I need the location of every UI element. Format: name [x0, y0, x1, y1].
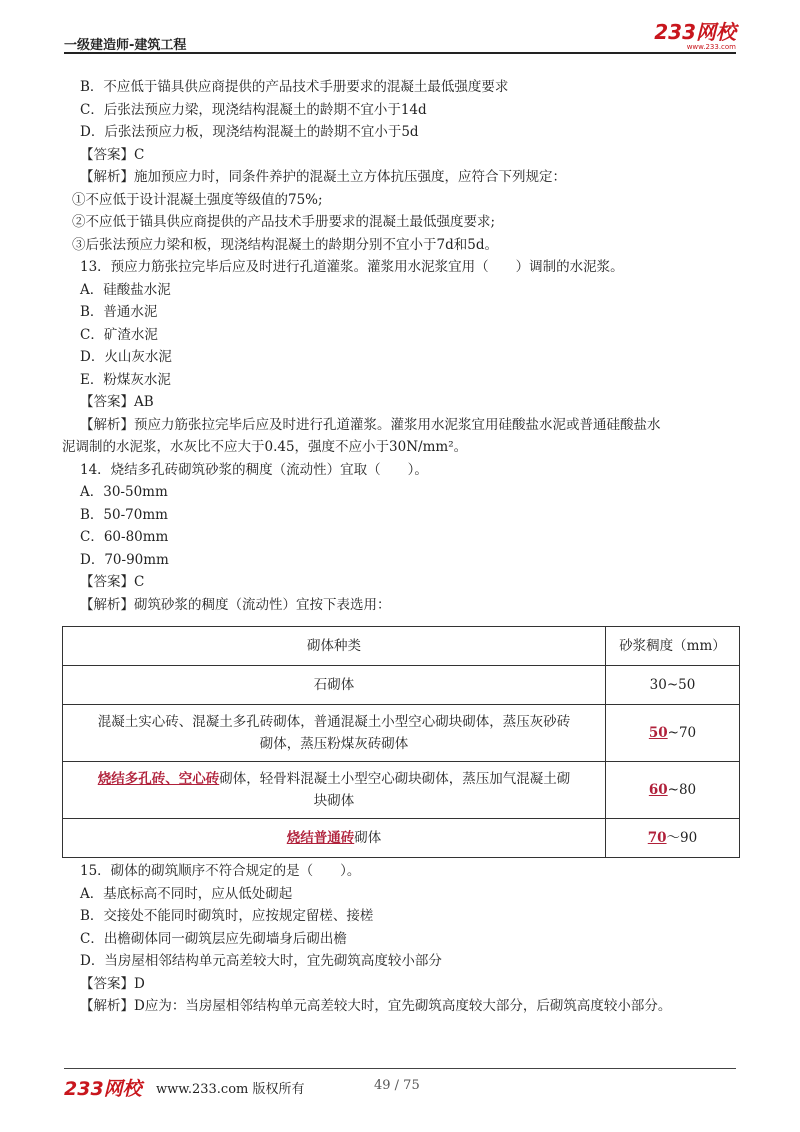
option-line: B．普通水泥	[80, 304, 158, 320]
cell-text: ~80	[667, 782, 697, 798]
footer-divider	[64, 1068, 736, 1069]
cell-text: 混凝土实心砖、混凝土多孔砖砌体，普通混凝土小型空心砌块砌体，蒸压灰砂砖	[97, 714, 571, 730]
page-number: 49 / 75	[374, 1078, 420, 1093]
table-cell	[606, 762, 740, 819]
option-line: C．60-80mm	[80, 529, 169, 545]
table-header-cell: 砌体种类	[63, 627, 606, 666]
text-line: D．后张法预应力板，现浇结构混凝土的龄期不宜小于5d	[80, 124, 419, 140]
highlight-value: 70	[647, 830, 667, 846]
option-line: B．50-70mm	[80, 506, 168, 523]
option-line: D．当房屋相邻结构单元高差较大时，宜先砌筑高度较小部分	[80, 953, 442, 969]
highlight-text: 烧结普通砖	[286, 830, 355, 846]
analysis-line: 泥调制的水泥浆，水灰比不应大于0.45，强度不应小于30N/mm²。	[62, 439, 468, 455]
analysis-line: 【解析】D应为：当房屋相邻结构单元高差较大时，宜先砌筑高度较大部分，后砌筑高度较小部分。	[80, 998, 672, 1014]
highlight-text: 烧结多孔砖、空心砖	[97, 771, 220, 787]
text-line: C．后张法预应力梁，现浇结构混凝土的龄期不宜小于14d	[80, 101, 427, 118]
highlight-value: 60	[648, 782, 668, 798]
option-line: A．硅酸盐水泥	[80, 281, 171, 298]
question-15: 15．砌体的砌筑顺序不符合规定的是（ ）。	[80, 863, 361, 879]
text-line: ①不应低于设计混凝土强度等级值的75%;	[72, 191, 323, 208]
cell-text: ～90	[666, 830, 698, 846]
table-row	[63, 705, 740, 762]
option-line: D．70-90mm	[80, 551, 169, 568]
mortar-consistency-table	[62, 626, 740, 858]
cell-text: 块砌体	[313, 793, 355, 809]
table-cell	[606, 705, 740, 762]
option-line: D．火山灰水泥	[80, 349, 172, 365]
text-line: ③后张法预应力梁和板，现浇结构混凝土的龄期分别不宜小于7d和5d。	[72, 236, 498, 253]
table-row	[63, 762, 740, 819]
cell-text: 砌体	[354, 830, 382, 846]
option-line: E．粉煤灰水泥	[80, 371, 171, 388]
answer-line: 【答案】C	[80, 574, 145, 590]
table-header-cell: 砂浆稠度（mm）	[606, 627, 740, 666]
text-line: ②不应低于锚具供应商提供的产品技术手册要求的混凝土最低强度要求;	[72, 214, 496, 230]
option-line: A．30-50mm	[80, 484, 168, 500]
table-cell	[63, 705, 606, 762]
question-13: 13．预应力筋张拉完毕后应及时进行孔道灌浆。灌浆用水泥浆宜用（ ）调制的水泥浆。	[80, 259, 624, 275]
copyright-text: www.233.com 版权所有	[156, 1082, 305, 1097]
table-cell: 石砌体	[63, 666, 606, 705]
table-cell	[63, 819, 606, 858]
analysis-line: 【解析】预应力筋张拉完毕后应及时进行孔道灌浆。灌浆用水泥浆宜用硅酸盐水泥或普通硅酸盐水	[80, 416, 661, 433]
footer-logo: 233网校	[64, 1078, 142, 1100]
document-body	[62, 76, 740, 616]
table-cell	[63, 762, 606, 819]
analysis-line: 【解析】施加预应力时，同条件养护的混凝土立方体抗压强度，应符合下列规定：	[80, 169, 566, 185]
document-body-continued	[80, 860, 740, 1018]
analysis-line: 【解析】砌筑砂浆的稠度（流动性）宜按下表选用：	[80, 596, 391, 613]
brand-logo	[654, 22, 736, 51]
highlight-value: 50	[648, 725, 668, 741]
logo-wordmark: 233网校	[654, 20, 736, 44]
answer-line: 【答案】AB	[80, 394, 154, 410]
option-line: A．基底标高不同时，应从低处砌起	[80, 885, 293, 902]
table-cell	[606, 819, 740, 858]
option-line: B．交接处不能同时砌筑时，应按规定留槎、接槎	[80, 908, 374, 924]
table-cell: 30~50	[606, 666, 740, 705]
cell-text: 砌体，蒸压粉煤灰砖砌体	[259, 736, 409, 752]
page-footer	[64, 1072, 736, 1102]
cell-text: ~70	[667, 725, 697, 741]
text-line: B．不应低于锚具供应商提供的产品技术手册要求的混凝土最低强度要求	[80, 79, 509, 95]
answer-line: 【答案】C	[80, 146, 145, 163]
table-row	[63, 819, 740, 858]
cell-text: 砌体，轻骨料混凝土小型空心砌块砌体，蒸压加气混凝土砌	[219, 771, 571, 787]
table-header-row	[63, 627, 740, 666]
answer-line: 【答案】D	[80, 975, 145, 992]
option-line: C．出檐砌体同一砌筑层应先砌墙身后砌出檐	[80, 930, 347, 947]
logo-url: www.233.com	[686, 43, 736, 51]
header-divider	[64, 52, 736, 54]
question-14: 14．烧结多孔砖砌筑砂浆的稠度（流动性）宜取（ ）。	[80, 461, 428, 478]
option-line: C．矿渣水泥	[80, 326, 158, 343]
table-row	[63, 666, 740, 705]
header-title: 一级建造师-建筑工程	[64, 38, 187, 53]
page-header	[64, 20, 736, 53]
